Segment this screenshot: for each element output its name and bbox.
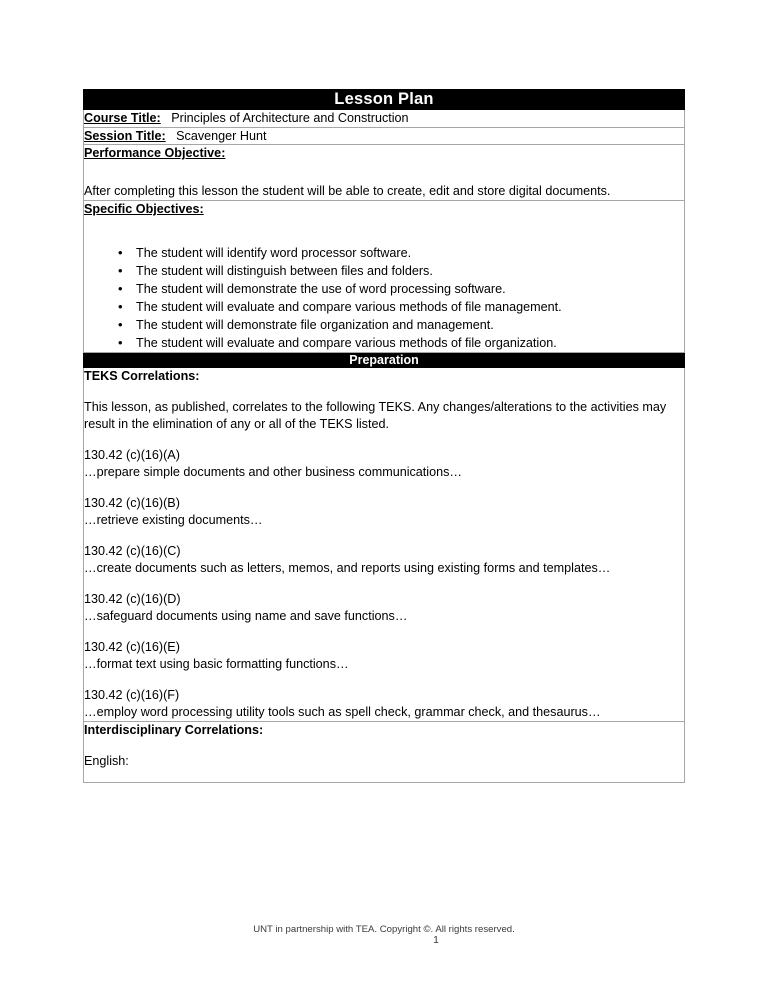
specific-objectives-heading: Specific Objectives: [84, 202, 204, 217]
list-item: • The student will evaluate and compare various methods of file management. [118, 299, 684, 317]
course-title-label: Course Title: [84, 111, 161, 125]
teks-heading-wrap [84, 368, 684, 385]
specific-objectives-cell [84, 201, 685, 353]
course-title-cell [84, 110, 685, 128]
specific-objectives-list [84, 245, 684, 352]
spacer [84, 175, 684, 183]
teks-entry [84, 447, 684, 481]
teks-text: …format text using basic formatting functions… [84, 657, 349, 672]
lesson-plan-table [83, 89, 685, 783]
preparation-banner: Preparation [84, 353, 685, 368]
list-item: • The student will distinguish between files and folders. [118, 263, 684, 281]
interdisciplinary-row [84, 722, 685, 783]
interdisciplinary-subject: English: [84, 754, 129, 769]
list-item: • The student will demonstrate file organization and management. [118, 317, 684, 335]
teks-intro-text: This lesson, as published, correlates to the following TEKS. Any changes/alterations to the activities may result in the elimination of any or all of the TEKS listed. [84, 400, 667, 432]
interdisciplinary-heading-wrap [84, 722, 684, 739]
teks-code: 130.42 (c)(16)(D) [84, 592, 181, 607]
list-item: • The student will identify word processor software. [118, 245, 684, 263]
performance-objective-text: After completing this lesson the student will be able to create, edit and store digital documents. [84, 184, 611, 199]
session-title-cell [84, 127, 685, 145]
interdisciplinary-heading: Interdisciplinary Correlations: [84, 723, 264, 738]
performance-objective-heading-wrap [84, 145, 684, 162]
teks-entry [84, 687, 684, 721]
teks-code: 130.42 (c)(16)(C) [84, 544, 181, 559]
teks-text: …retrieve existing documents… [84, 513, 263, 528]
teks-correlations-cell [84, 368, 685, 722]
session-title-label: Session Title: [84, 128, 166, 143]
teks-text: …prepare simple documents and other business communications… [84, 465, 462, 480]
teks-entry [84, 495, 684, 529]
session-title-row [84, 127, 685, 145]
preparation-banner-row [84, 353, 685, 368]
list-item: • The student will demonstrate the use of word processing software. [118, 281, 684, 299]
list-item: • The student will evaluate and compare various methods of file organization. [118, 335, 684, 353]
interdisciplinary-cell [84, 722, 685, 783]
teks-code: 130.42 (c)(16)(F) [84, 688, 180, 703]
teks-code: 130.42 (c)(16)(B) [84, 496, 180, 511]
page-number: 1 [433, 935, 439, 946]
spacer [84, 770, 684, 782]
performance-objective-row [84, 145, 685, 201]
session-title-value: Scavenger Hunt [176, 128, 267, 143]
teks-text: …safeguard documents using name and save functions… [84, 609, 408, 624]
teks-entry [84, 591, 684, 625]
course-title-value: Principles of Architecture and Construction [171, 111, 409, 125]
footer-copyright: UNT in partnership with TEA. Copyright ©. All rights reserved. [253, 924, 515, 935]
spacer [84, 739, 684, 753]
title-banner-row [84, 90, 685, 110]
teks-entry [84, 543, 684, 577]
teks-code: 130.42 (c)(16)(A) [84, 448, 180, 463]
specific-objectives-heading-wrap [84, 201, 684, 218]
teks-text: …employ word processing utility tools such as spell check, grammar check, and thesaurus… [84, 705, 601, 720]
teks-correlations-row [84, 368, 685, 722]
performance-objective-heading: Performance Objective: [84, 146, 226, 161]
teks-entry [84, 639, 684, 673]
performance-objective-cell [84, 145, 685, 201]
spacer [84, 433, 684, 447]
teks-code: 130.42 (c)(16)(E) [84, 640, 180, 655]
spacer [84, 231, 684, 245]
specific-objectives-row [84, 201, 685, 353]
document-title: Lesson Plan [84, 90, 685, 110]
teks-heading: TEKS Correlations: [84, 369, 200, 384]
teks-text: …create documents such as letters, memos, and reports using existing forms and templates… [84, 561, 611, 576]
course-title-row [84, 110, 685, 128]
spacer [84, 385, 684, 399]
